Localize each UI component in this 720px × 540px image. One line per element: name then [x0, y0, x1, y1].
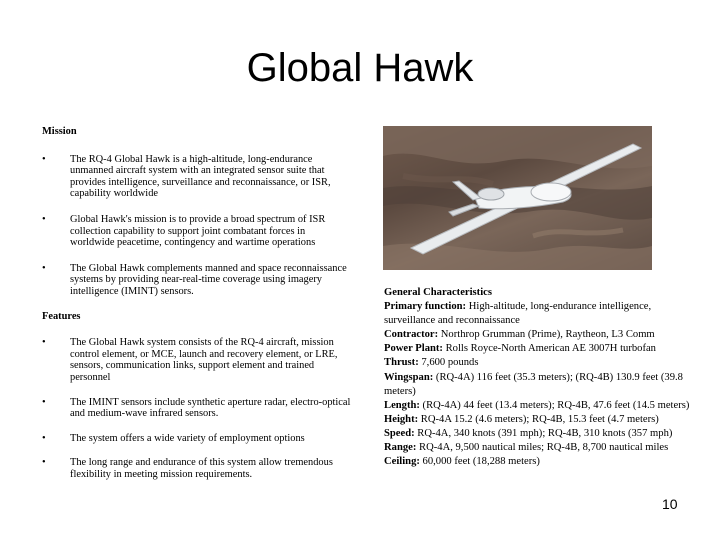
characteristic-label: Speed: — [384, 427, 415, 439]
characteristic-value: 60,000 feet (18,288 meters) — [419, 456, 540, 468]
list-item — [42, 337, 352, 383]
aircraft-image-icon — [383, 126, 652, 270]
mission-item-text: The Global Hawk complements manned and space reconnaissance systems by providing near-real-time coverage using imagery intelligence (IMINT) sensors. — [70, 262, 347, 297]
characteristic-label: Wingspan: — [384, 371, 434, 383]
characteristic-row — [384, 455, 704, 469]
characteristic-label: Primary function: — [384, 301, 467, 313]
bullet-icon: • — [42, 262, 46, 274]
bullet-icon: • — [42, 432, 46, 444]
characteristic-label: Range: — [384, 442, 417, 454]
features-heading: Features — [42, 310, 81, 322]
list-item — [42, 214, 352, 249]
characteristic-row — [384, 371, 704, 399]
characteristic-label: Height: — [384, 413, 419, 425]
characteristic-value: Rolls Royce-North American AE 3007H turbofan — [442, 343, 656, 355]
characteristic-row — [384, 300, 704, 328]
characteristic-row — [384, 328, 704, 342]
list-item — [42, 433, 352, 445]
feature-item-text: The system offers a wide variety of employment options — [70, 432, 305, 444]
feature-item-text: The IMINT sensors include synthetic aperture radar, electro-optical and medium-wave infrared sensors. — [70, 396, 351, 420]
left-column — [42, 126, 352, 480]
characteristic-value: High-altitude, long-endurance intelligence, surveillance and reconnaissance — [384, 301, 652, 327]
mission-heading: Mission — [42, 126, 77, 137]
characteristic-label: Contractor: — [384, 329, 439, 341]
bullet-icon: • — [42, 337, 46, 349]
feature-item-text: The Global Hawk system consists of the RQ-4 aircraft, mission control element, or MCE, launch and recovery element, or LRE, sensors, communication links, support element and trained personnel — [70, 337, 338, 383]
characteristic-row — [384, 427, 704, 441]
characteristics-heading: General Characteristics — [384, 287, 492, 298]
characteristic-value: RQ-4A, 340 knots (391 mph); RQ-4B, 310 knots (357 mph) — [414, 427, 673, 439]
global-hawk-photo — [383, 126, 652, 270]
list-item — [42, 263, 352, 298]
page-number: 10 — [662, 496, 678, 512]
bullet-icon: • — [42, 153, 46, 165]
characteristic-value: (RQ-4A) 44 feet (13.4 meters); RQ-4B, 47.6 feet (14.5 meters) — [419, 399, 690, 411]
list-item — [42, 154, 352, 200]
characteristic-row — [384, 441, 704, 455]
list-item — [42, 457, 352, 480]
characteristic-value: RQ-4A, 9,500 nautical miles; RQ-4B, 8,700 nautical miles — [416, 442, 669, 454]
characteristic-value: 7,600 pounds — [418, 357, 479, 369]
characteristic-label: Power Plant: — [384, 343, 443, 355]
list-item — [42, 397, 352, 420]
characteristic-label: Thrust: — [384, 357, 419, 369]
mission-list — [42, 154, 352, 298]
characteristic-value: (RQ-4A) 116 feet (35.3 meters); (RQ-4B) 130.9 feet (39.8 meters) — [384, 371, 683, 397]
feature-item-text: The long range and endurance of this system allow tremendous flexibility in meeting mission requirements. — [70, 457, 333, 480]
characteristic-value: RQ-4A 15.2 (4.6 meters); RQ-4B, 15.3 feet (4.7 meters) — [418, 413, 659, 425]
bullet-icon: • — [42, 396, 46, 408]
characteristic-row — [384, 356, 704, 370]
slide-title: Global Hawk — [246, 46, 474, 90]
bullet-icon: • — [42, 457, 46, 469]
characteristic-label: Length: — [384, 399, 420, 411]
characteristic-value: Northrop Grumman (Prime), Raytheon, L3 Comm — [438, 329, 655, 341]
general-characteristics — [384, 286, 704, 469]
characteristic-row — [384, 413, 704, 427]
characteristic-row — [384, 399, 704, 413]
features-list — [42, 337, 352, 480]
mission-item-text: Global Hawk's mission is to provide a broad spectrum of ISR collection capability to support joint combatant forces in worldwide peacetime, contingency and wartime operations — [70, 213, 326, 249]
mission-item-text: The RQ-4 Global Hawk is a high-altitude, long-endurance unmanned aircraft system with an integrated sensor suite that provides intelligence, surveillance and reconnaissance, or ISR, capability worldwide — [70, 153, 331, 200]
characteristic-row — [384, 342, 704, 356]
characteristic-label: Ceiling: — [384, 456, 420, 468]
bullet-icon: • — [42, 213, 46, 225]
